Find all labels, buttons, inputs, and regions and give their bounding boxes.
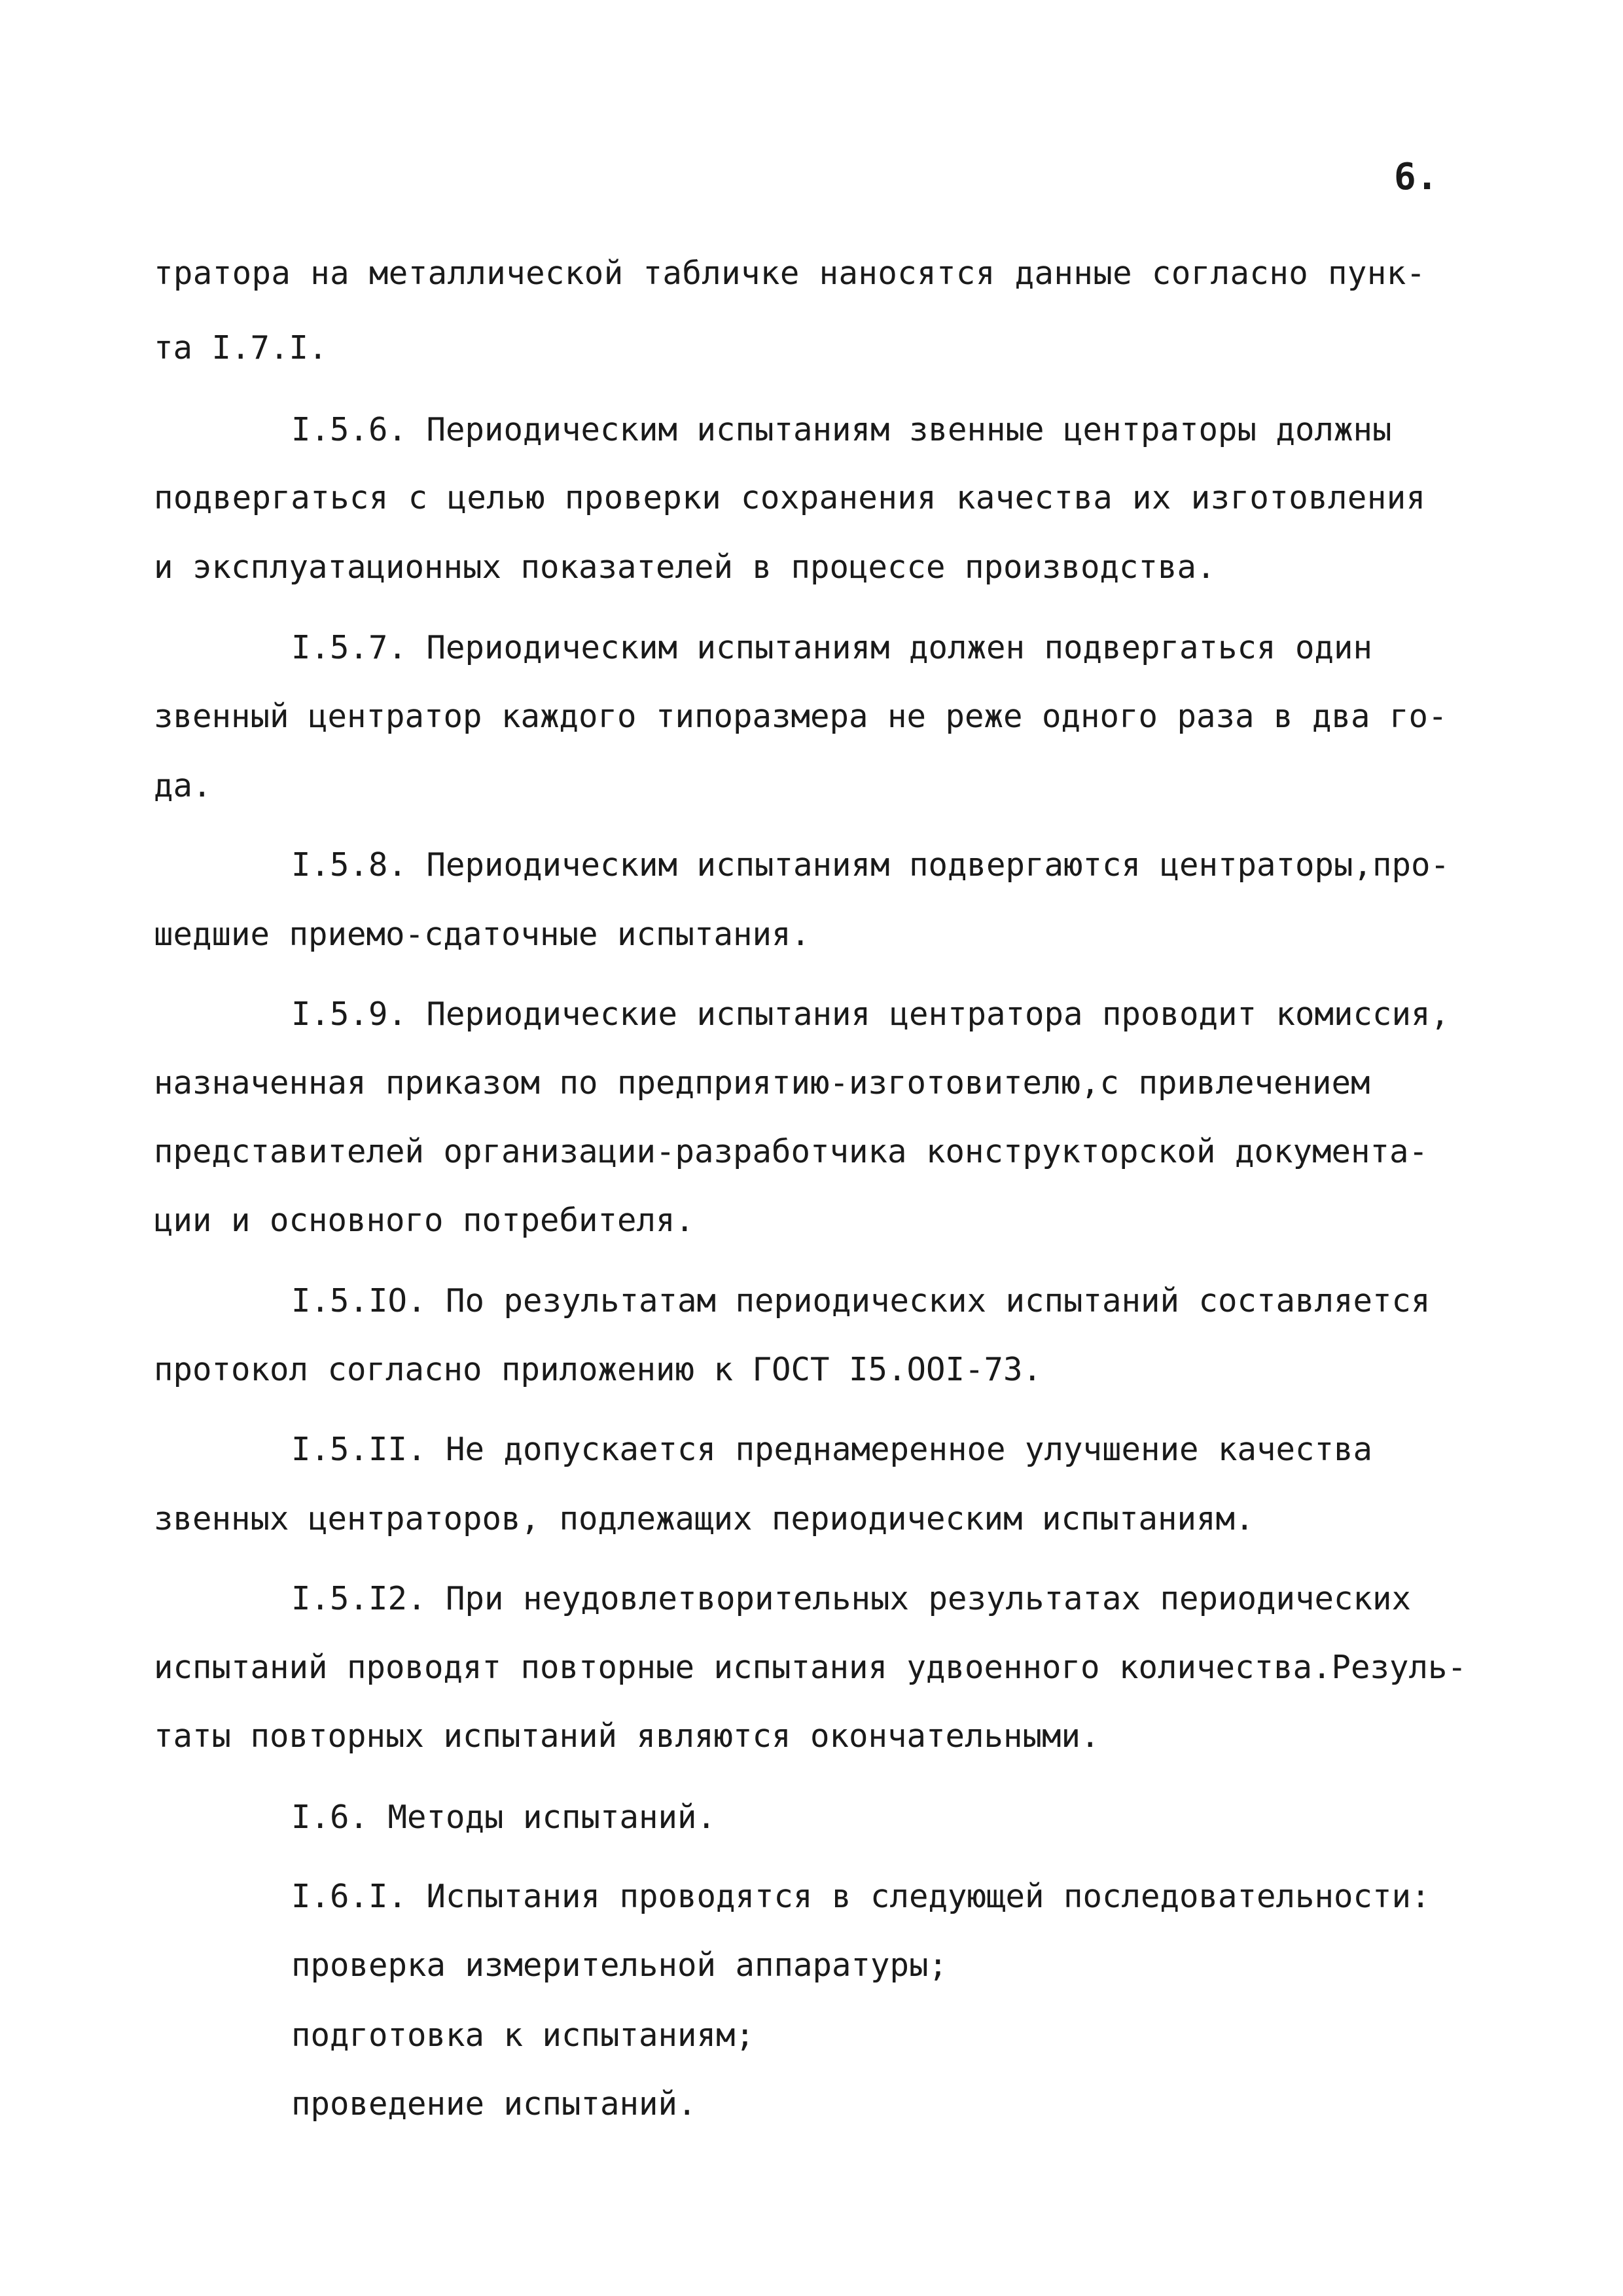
text-line: I.5.7. Периодическим испытаниям должен подвергаться один xyxy=(291,629,1373,666)
text-line: да. xyxy=(154,767,212,804)
text-line: звенный центратор каждого типоразмера не реже одного раза в два го- xyxy=(154,698,1448,735)
list-item: проведение испытаний. xyxy=(291,2085,697,2123)
text-line: I.5.I2. При неудовлетворительных результатах периодических xyxy=(291,1580,1412,1617)
text-line: тратора на металлической табличке наносятся данные согласно пунк- xyxy=(154,255,1426,292)
text-line: I.5.II. Не допускается преднамеренное улучшение качества xyxy=(291,1431,1373,1468)
section-heading: I.6. Методы испытаний. xyxy=(291,1799,717,1836)
list-item: проверка измерительной аппаратуры; xyxy=(291,1946,948,1984)
text-line: та I.7.I. xyxy=(154,329,328,367)
text-line: протокол согласно приложению к ГОСТ I5.OOI-73. xyxy=(154,1351,1043,1388)
text-line: назначенная приказом по предприятию-изготовителю,с привлечением xyxy=(154,1064,1370,1102)
text-line: испытаний проводят повторные испытания удвоенного количества.Резуль- xyxy=(154,1649,1467,1686)
text-line: и эксплуатационных показателей в процессе производства. xyxy=(154,548,1216,586)
page-number: 6. xyxy=(1394,156,1438,198)
text-line: звенных центраторов, подлежащих периодическим испытаниям. xyxy=(154,1500,1255,1537)
text-line: I.5.6. Периодическим испытаниям звенные центраторы должны xyxy=(291,411,1392,448)
text-line: таты повторных испытаний являются окончательными. xyxy=(154,1717,1100,1755)
list-item: подготовка к испытаниям; xyxy=(291,2017,755,2054)
text-line: I.5.IO. По результатам периодических испытаний составляется xyxy=(291,1282,1431,1319)
text-line: ции и основного потребителя. xyxy=(154,1202,695,1239)
text-line: шедшие приемо-сдаточные испытания. xyxy=(154,916,811,953)
text-line: I.5.9. Периодические испытания центратора проводит комиссия, xyxy=(291,996,1450,1033)
text-line: представителей организации-разработчика конструкторской документа- xyxy=(154,1133,1429,1170)
text-line: подвергаться с целью проверки сохранения качества их изготовления xyxy=(154,479,1426,516)
text-line: I.6.I. Испытания проводятся в следующей последовательности: xyxy=(291,1878,1431,1915)
text-line: I.5.8. Периодическим испытаниям подвергаются центраторы,про- xyxy=(291,846,1450,884)
